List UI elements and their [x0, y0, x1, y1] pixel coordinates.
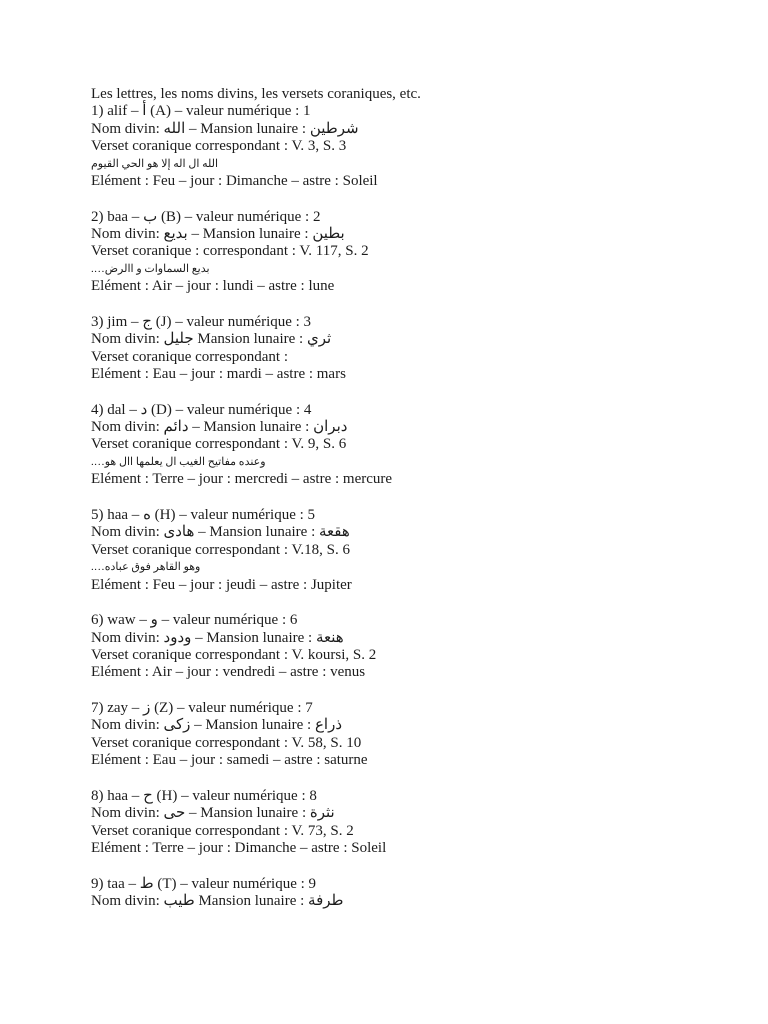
entry-heading: 7) zay – ز (Z) – valeur numérique : 7: [91, 699, 313, 716]
entry-verse-reference: Verset coranique correspondant : V. 3, S. 3: [91, 138, 347, 155]
entry-element: Elément : Terre – jour : mercredi – astre : mercure: [91, 471, 393, 488]
entry-arabic-verse: وعنده مفاتيح الغيب ال يعلمها اال هو….: [91, 455, 266, 468]
letter-entry-alif: [91, 103, 731, 190]
entry-element: Elément : Air – jour : vendredi – astre : venus: [91, 664, 366, 681]
entry-divine-name: Nom divin: الله – Mansion lunaire : شرطين: [91, 120, 359, 137]
entry-heading: 8) haa – ح (H) – valeur numérique : 8: [91, 787, 317, 804]
entry-verse-reference: Verset coranique correspondant : V. 73, S. 2: [91, 822, 354, 839]
entry-divine-name: Nom divin: زكى – Mansion lunaire : ذراع: [91, 717, 343, 734]
document-title: Les lettres, les noms divins, les versets coraniques, etc.: [91, 86, 421, 102]
entry-heading: 2) baa – ب (B) – valeur numérique : 2: [91, 208, 321, 225]
document-body: [91, 86, 731, 910]
entry-heading: 9) taa – ط (T) – valeur numérique : 9: [91, 875, 317, 892]
entry-divine-name: Nom divin: هادى – Mansion lunaire : هقعة: [91, 524, 350, 541]
entry-arabic-verse: بديع السماوات و االرض….: [91, 262, 210, 275]
entry-arabic-verse: الله ال اله إلا هو الحي القيوم: [91, 157, 219, 170]
entry-element: Elément : Feu – jour : Dimanche – astre : Soleil: [91, 173, 378, 190]
entry-element: Elément : Eau – jour : mardi – astre : mars: [91, 366, 346, 383]
entry-verse-reference: Verset coranique correspondant : V. koursi, S. 2: [91, 646, 377, 663]
entry-verse-reference: Verset coranique correspondant : V. 9, S. 6: [91, 436, 347, 453]
entry-element: Elément : Terre – jour : Dimanche – astre : Soleil: [91, 839, 387, 856]
letter-entry-haa-hha: [91, 788, 731, 858]
letter-entry-taa: [91, 876, 731, 911]
letter-entry-baa: [91, 209, 731, 296]
entry-heading: 6) waw – و – valeur numérique : 6: [91, 612, 298, 629]
letter-entry-zay: [91, 700, 731, 770]
letter-entry-dal: [91, 402, 731, 489]
entry-verse-reference: Verset coranique correspondant : V. 58, S. 10: [91, 734, 362, 751]
entry-divine-name: Nom divin: طيب Mansion lunaire : طرفة: [91, 892, 344, 909]
entry-heading: 1) alif – أ (A) – valeur numérique : 1: [91, 103, 311, 120]
entry-element: Elément : Air – jour : lundi – astre : lune: [91, 278, 335, 295]
entry-verse-reference: Verset coranique correspondant : V.18, S. 6: [91, 541, 350, 558]
entry-heading: 3) jim – ج (J) – valeur numérique : 3: [91, 313, 312, 330]
entry-divine-name: Nom divin: جليل Mansion lunaire : ثري: [91, 331, 332, 348]
entry-divine-name: Nom divin: ودود – Mansion lunaire : هنعة: [91, 629, 344, 646]
letter-entry-waw: [91, 612, 731, 682]
entry-element: Elément : Eau – jour : samedi – astre : saturne: [91, 752, 368, 769]
entry-arabic-verse: وهو القاهر فوق عباده….: [91, 561, 201, 574]
entry-heading: 5) haa – ه (H) – valeur numérique : 5: [91, 506, 316, 523]
entry-verse-reference: Verset coranique correspondant :: [91, 348, 289, 365]
letter-entry-haa: [91, 507, 731, 594]
entry-divine-name: Nom divin: حى – Mansion lunaire : نثرة: [91, 805, 335, 822]
entry-divine-name: Nom divin: بديع – Mansion lunaire : بطين: [91, 226, 345, 243]
entry-heading: 4) dal – د (D) – valeur numérique : 4: [91, 401, 312, 418]
letter-entry-jim: [91, 314, 731, 384]
entry-element: Elément : Feu – jour : jeudi – astre : Jupiter: [91, 576, 352, 593]
entry-divine-name: Nom divin: دائم – Mansion lunaire : دبران: [91, 419, 348, 436]
entry-verse-reference: Verset coranique : correspondant : V. 117, S. 2: [91, 243, 369, 260]
